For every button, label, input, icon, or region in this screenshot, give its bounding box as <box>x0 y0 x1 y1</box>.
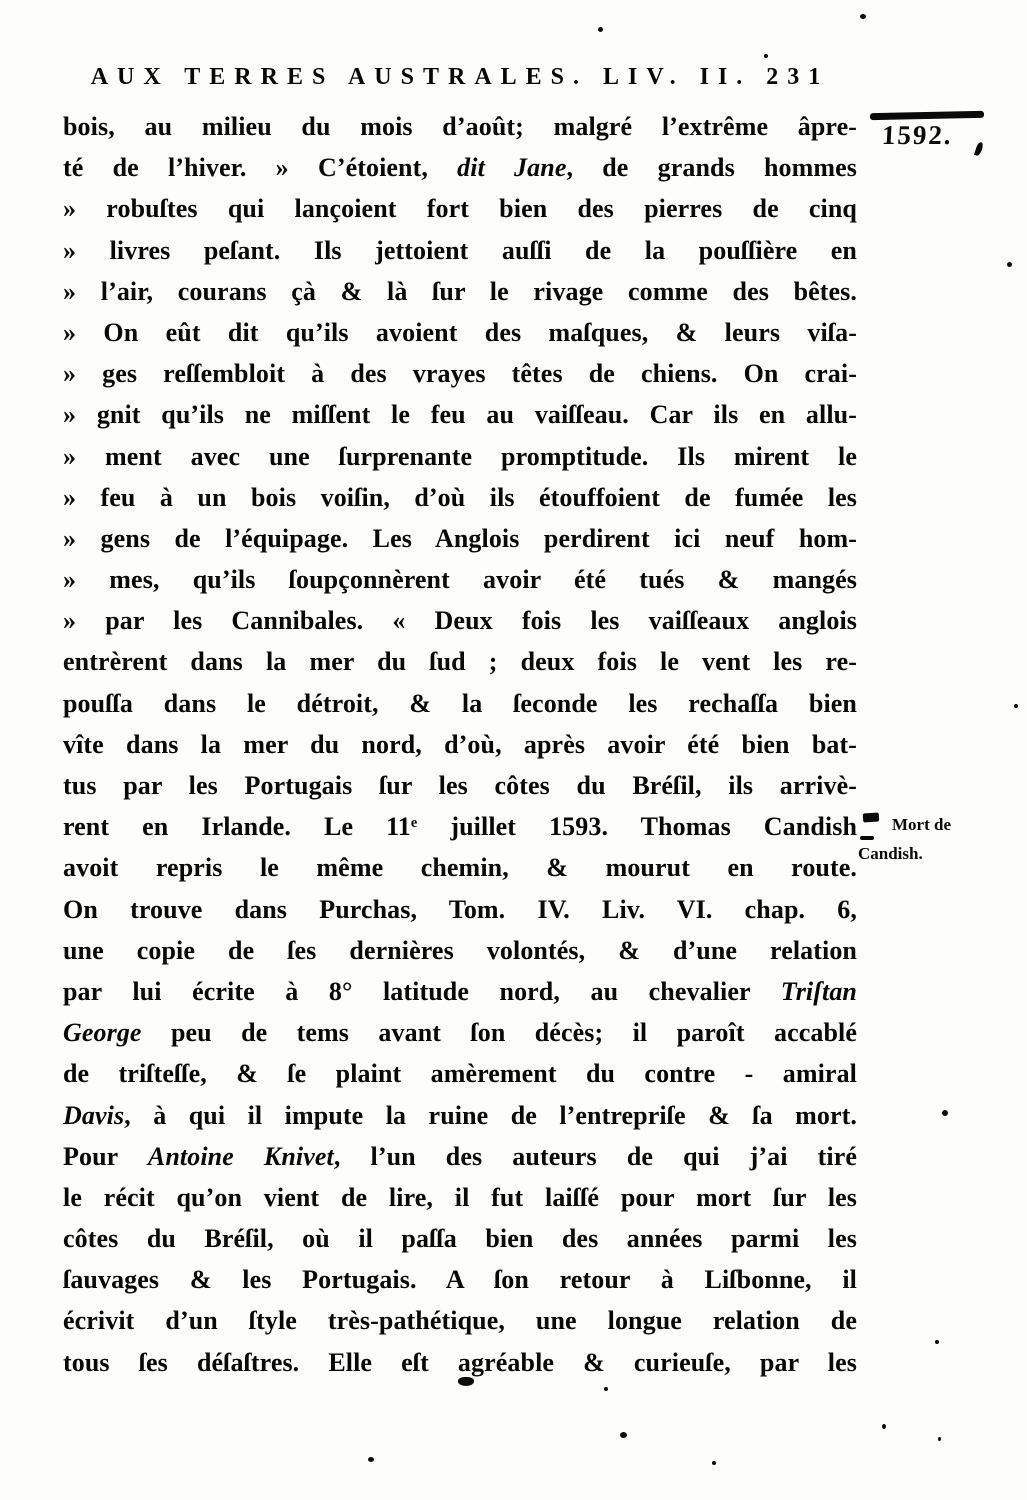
text-segment: » feu à un bois voiſin, d’où ils étouffoient de fumée les <box>63 482 857 512</box>
text-segment: , à qui il impute la ruine de l’entrepriſe & ſa mort. <box>124 1100 857 1130</box>
text-line <box>63 477 857 518</box>
scan-speck <box>368 1457 374 1462</box>
margin-year-note: 1592. <box>881 120 954 150</box>
text-line <box>63 889 857 930</box>
scan-mark <box>974 141 984 156</box>
scan-speck <box>860 14 866 19</box>
text-segment: peu de tems avant ſon décès; il paroît accablé <box>141 1018 857 1048</box>
text-segment: entrèrent dans la mer du ſud ; deux fois le vent les re- <box>63 647 857 677</box>
text-segment: avoit repris le même chemin, & mourut en route. <box>63 853 857 883</box>
text-segment: rent en Irlande. Le 11 <box>63 812 411 842</box>
text-segment: tus par les Portugais ſur les côtes du Bréſil, ils arrivè- <box>63 771 857 800</box>
text-line <box>63 641 857 682</box>
running-header: AUX TERRES AUSTRALES. LIV. II. 231 <box>90 64 830 90</box>
text-line <box>63 1259 857 1300</box>
text-line <box>63 147 857 188</box>
text-line <box>63 188 857 229</box>
italic-text: Davis <box>63 1100 125 1130</box>
scan-speck <box>935 1340 939 1344</box>
text-segment: té de l’hiver. » C’étoient, <box>63 153 458 183</box>
scan-speck <box>620 1432 627 1438</box>
text-line <box>63 847 857 888</box>
text-segment: » mes, qu’ils ſoupçonnèrent avoir été tués & mangés <box>63 565 857 595</box>
scan-speck <box>882 1424 886 1429</box>
text-segment: » gens de l’équipage. Les Anglois perdirent ici neuf hom- <box>63 523 857 553</box>
text-segment: de triſteſſe, & ſe plaint amèrement du contre - amiral <box>63 1059 857 1089</box>
text-segment: le récit qu’on vient de lire, il fut laiſſé pour mort ſur les <box>63 1182 857 1212</box>
text-segment: » par les Cannibales. « Deux fois les vaiſſeaux anglois <box>63 606 857 636</box>
text-line <box>63 765 857 806</box>
text-line <box>63 600 857 641</box>
scan-speck <box>1007 262 1012 267</box>
scan-speck <box>942 1110 948 1116</box>
text-segment: » gnit qu’ils ne miſſent le feu au vaiſſeau. Car ils en allu- <box>63 400 857 430</box>
text-line <box>63 1136 857 1177</box>
text-line <box>63 559 857 600</box>
text-line <box>63 230 857 271</box>
text-line <box>63 1012 857 1053</box>
text-line <box>63 1095 857 1136</box>
text-line <box>63 806 857 847</box>
scan-speck <box>458 1377 474 1386</box>
text-segment: côtes du Bréſil, où il paſſa bien des années parmi les <box>63 1224 857 1254</box>
text-line <box>63 683 857 724</box>
scan-speck <box>598 27 603 32</box>
text-segment: tous ſes déſaſtres. Elle eſt agréable & curieuſe, par les <box>63 1347 857 1377</box>
text-segment: » livres peſant. Ils jettoient auſſi de la pouſſière en <box>63 235 857 265</box>
text-line <box>63 724 857 765</box>
text-segment: ſauvages & les Portugais. A ſon retour à Liſbonne, il <box>63 1265 857 1295</box>
text-segment: juillet 1593. Thomas Candish <box>417 812 858 842</box>
text-segment: pouſſa dans le détroit, & la ſeconde les rechaſſa bien <box>63 688 857 718</box>
italic-text: Antoine Knivet <box>147 1141 334 1171</box>
text-segment: On trouve dans Purchas, Tom. IV. Liv. VI. chap. 6, <box>63 894 857 924</box>
superscript-text: e <box>410 815 418 832</box>
text-segment: » ges reſſembloit à des vrayes têtes de chiens. On crai- <box>63 359 857 389</box>
text-line <box>63 930 857 971</box>
italic-text: George <box>63 1018 142 1048</box>
margin-note-candish: Mort de Candish. <box>858 815 952 863</box>
text-segment: » ment avec une ſurprenante promptitude. Ils mirent le <box>63 441 857 471</box>
italic-text: Triſtan <box>780 976 857 1006</box>
text-line <box>63 312 857 353</box>
scan-speck <box>938 1437 941 1441</box>
text-line <box>63 518 857 559</box>
margin-rule <box>870 111 984 120</box>
text-segment: écrivit d’un ſtyle très-pathétique, une longue relation de <box>63 1306 857 1336</box>
text-line <box>63 106 857 147</box>
text-segment: une copie de ſes dernières volontés, & d’une relation <box>63 935 857 965</box>
text-segment: bois, au milieu du mois d’août; malgré l’extrême âpre- <box>63 112 857 141</box>
text-segment: par lui écrite à 8° latitude nord, au chevalier <box>63 976 781 1006</box>
body-text <box>63 106 857 1383</box>
text-line <box>63 1218 857 1259</box>
text-segment: , l’un des auteurs de qui j’ai tiré <box>333 1141 857 1171</box>
text-line <box>63 1177 857 1218</box>
text-line <box>63 1300 857 1341</box>
italic-text: dit Jane <box>457 153 567 183</box>
text-segment: Pour <box>63 1141 148 1171</box>
text-line <box>63 436 857 477</box>
text-line <box>63 394 857 435</box>
text-segment: » On eût dit qu’ils avoient des maſques, & leurs viſa- <box>63 317 857 347</box>
text-segment: » l’air, courans çà & là ſur le rivage comme des bêtes. <box>63 276 857 306</box>
text-line <box>63 971 857 1012</box>
text-segment: » robuſtes qui lançoient fort bien des pierres de cinq <box>63 194 857 224</box>
scan-speck <box>604 1387 608 1391</box>
text-line <box>63 271 857 312</box>
scan-speck <box>1014 704 1018 708</box>
text-segment: vîte dans la mer du nord, d’où, après avoir été bien bat- <box>63 729 857 759</box>
scan-speck <box>712 1461 716 1465</box>
scan-speck <box>764 54 768 58</box>
text-line <box>63 1053 857 1094</box>
text-segment: , de grands hommes <box>566 153 857 183</box>
text-line <box>63 353 857 394</box>
